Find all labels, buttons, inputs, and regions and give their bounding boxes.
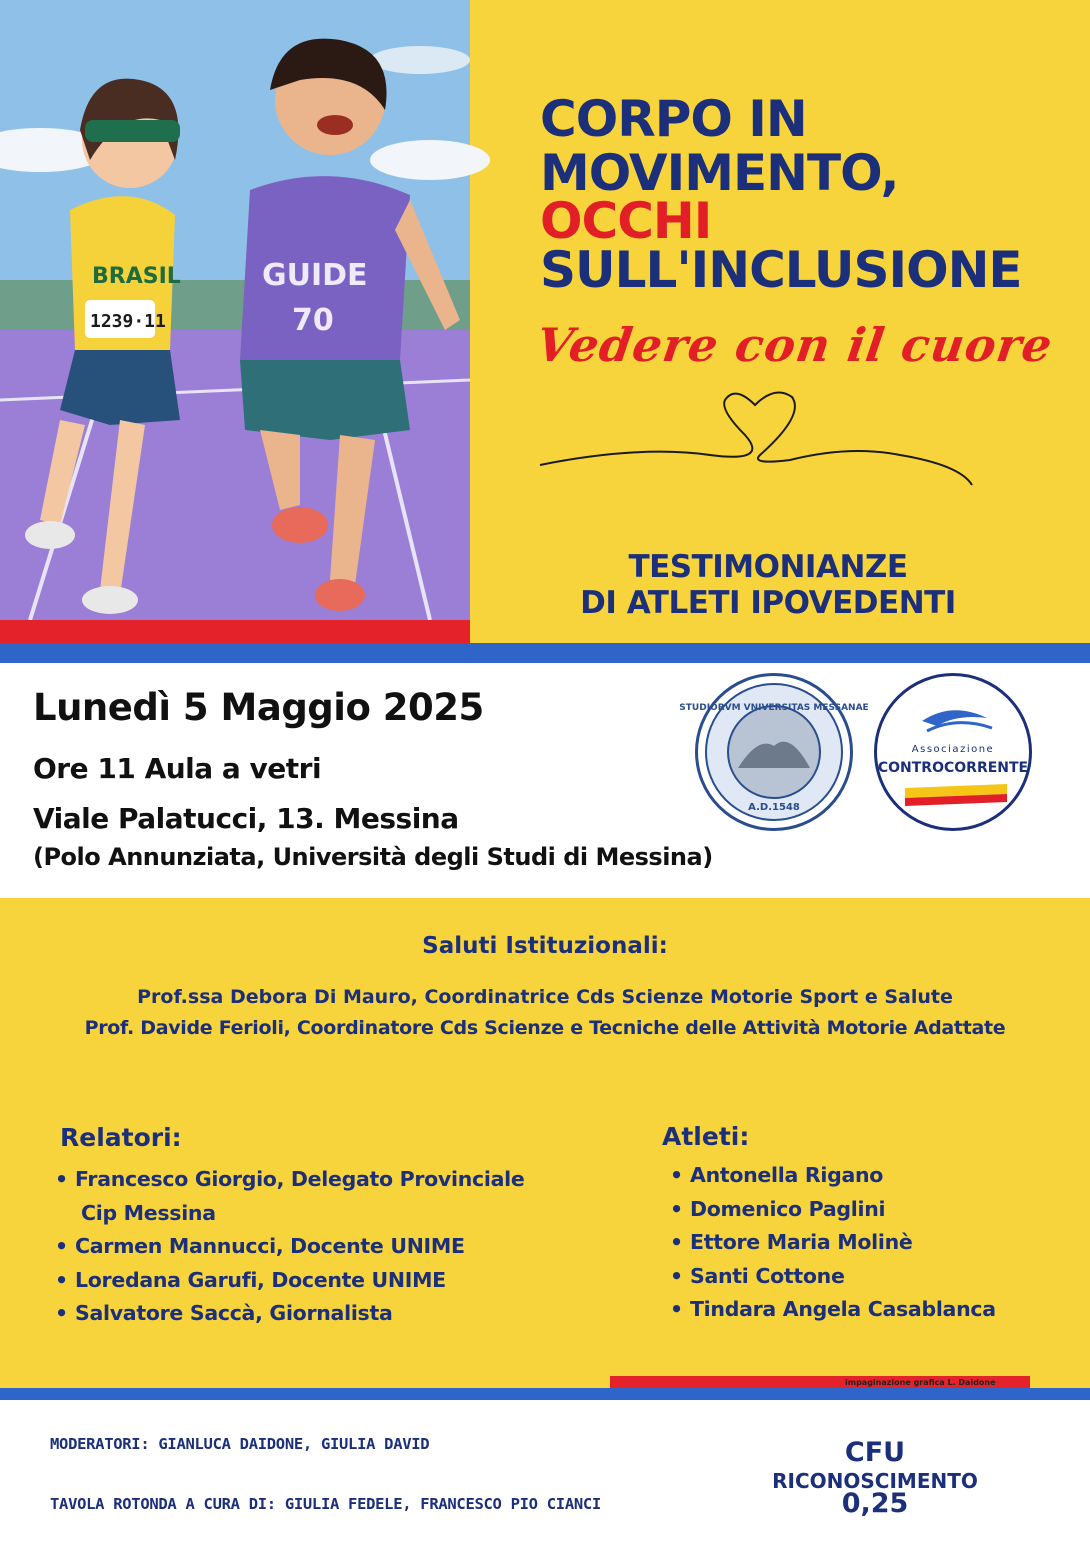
event-date: Lunedì 5 Maggio 2025 xyxy=(33,686,484,729)
list-item xyxy=(55,1264,524,1298)
runners-illustration xyxy=(0,0,470,620)
guide-number: 70 xyxy=(292,303,334,338)
greetings-line-1: Prof.ssa Debora Di Mauro, Coordinatrice Cds Scienze Motorie Sport e Salute xyxy=(137,986,953,1008)
roundtable-line: TAVOLA ROTONDA A CURA DI: GIULIA FEDELE, FRANCESCO PIO CIANCI xyxy=(50,1495,601,1513)
title-line-2: MOVIMENTO, xyxy=(540,144,899,202)
graphic-credit: impaginazione grafica L. Daidone xyxy=(845,1378,996,1387)
event-time-place: Ore 11 Aula a vetri xyxy=(33,752,322,785)
athletes-list xyxy=(670,1159,996,1327)
testimonials-line-1: TESTIMONIANZE xyxy=(628,549,908,585)
speaker-name: Carmen Mannucci, Docente UNIME xyxy=(75,1234,465,1258)
list-item: • Antonella Rigano xyxy=(670,1159,996,1193)
university-seal-icon xyxy=(679,676,869,828)
moderators-line: MODERATORI: GIANLUCA DAIDONE, GIULIA DAVID xyxy=(50,1435,430,1453)
list-item: • Ettore Maria Molinè xyxy=(670,1226,996,1260)
title-line-4: SULL'INCLUSIONE xyxy=(540,241,1022,299)
speaker-name: Loredana Garufi, Docente UNIME xyxy=(75,1267,446,1292)
association-logo xyxy=(874,673,1032,831)
list-item xyxy=(55,1297,524,1331)
speakers-heading: Relatori: xyxy=(60,1123,182,1152)
heart-line-icon xyxy=(540,385,980,495)
runners-drawing xyxy=(0,0,470,620)
brasil-label: BRASIL xyxy=(92,264,181,289)
event-address: Viale Palatucci, 13. Messina xyxy=(33,802,459,835)
red-accent-stripe xyxy=(0,620,470,643)
speaker-name: Salvatore Saccà, Giornalista xyxy=(75,1301,393,1325)
list-item: • Santi Cottone xyxy=(670,1260,996,1294)
title-line-1: CORPO IN xyxy=(540,90,807,148)
cfu-value: 0,25 xyxy=(841,1488,909,1519)
guide-label: GUIDE xyxy=(262,258,368,293)
event-venue: (Polo Annunziata, Università degli Studi di Messina) xyxy=(33,843,713,871)
association-emblem-icon xyxy=(877,676,1029,828)
bib-number: 1239·11 xyxy=(90,311,166,332)
greetings-heading: Saluti Istituzionali: xyxy=(422,933,668,959)
list-item: • Tindara Angela Casablanca xyxy=(670,1293,996,1327)
cfu-label: CFU xyxy=(844,1437,906,1468)
speaker-role-continued: Cip Messina xyxy=(81,1200,216,1225)
university-motto: STUDIORVM VNIVERSITAS MESSANAE xyxy=(679,703,869,713)
association-name: CONTROCORRENTE xyxy=(877,760,1029,776)
title-line-3: OCCHI xyxy=(540,192,712,250)
speaker-name: Francesco Giorgio, Delegato Provinciale xyxy=(75,1167,525,1191)
blue-divider-bottom xyxy=(0,1388,1090,1400)
tagline: Vedere con il cuore xyxy=(533,318,1057,372)
blue-divider xyxy=(0,643,1090,663)
list-item xyxy=(55,1230,524,1264)
greetings-line-2: Prof. Davide Ferioli, Coordinatore Cds Scienze e Tecniche delle Attività Motorie Adattate xyxy=(84,1017,1006,1039)
athletes-heading: Atleti: xyxy=(662,1122,750,1151)
list-item: • Domenico Paglini xyxy=(670,1193,996,1227)
university-logo xyxy=(679,673,869,831)
speakers-list xyxy=(55,1163,524,1331)
association-small-label: Associazione xyxy=(911,744,995,755)
university-year: A.D.1548 xyxy=(748,802,800,813)
testimonials-line-2: DI ATLETI IPOVEDENTI xyxy=(580,585,956,621)
list-item xyxy=(55,1163,524,1230)
cfu-subtitle: RICONOSCIMENTO xyxy=(772,1469,978,1493)
